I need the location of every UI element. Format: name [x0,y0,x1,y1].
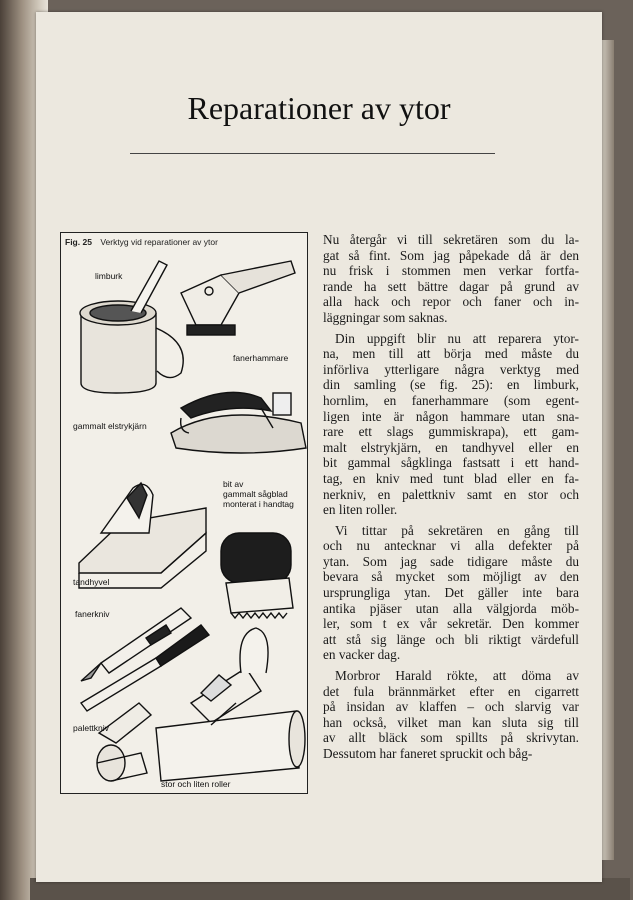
text-line: han också, vilket man kan sluta sig till [323,714,579,730]
label-elstrykjarn: gammalt elstrykjärn [73,421,147,431]
iron-drawing [171,392,306,453]
text-line: rande ha sett bättre dagar på grund av [323,278,579,294]
text-line: Vi tittar på sekretären en gång till [335,522,579,538]
tools-illustration [61,233,307,793]
figure-caption-text: Verktyg vid reparationer av ytor [100,237,218,247]
text-line: på insidan av klaffen – och slarvig var [323,699,579,715]
label-tandhyvel: tandhyvel [73,577,110,587]
paragraph-2 [323,331,579,518]
body-text [323,232,579,762]
text-line: malt elstrykjärn, en tandhyvel eller en [323,439,579,455]
label-sagblad-3: monterat i handtag [223,499,294,509]
text-line: ligen inte är någon hammare utan sna- [323,408,579,424]
toothing-plane-drawing [79,483,206,588]
label-palettkniv: palettkniv [73,723,109,733]
label-fanerkniv: fanerkniv [75,609,110,619]
text-line: nu frisk i stommen men verkar fortfa- [323,263,579,279]
text-line: bevara så mycket som möjligt av den [323,569,579,585]
text-line: Din uppgift blir nu att reparera ytor- [335,330,579,346]
text-line: ytan. Som jag sade tidigare måste du [323,553,579,569]
book-page [36,12,602,882]
text-line: bit gammal sågklinga fastsatt i ett hand- [323,455,579,471]
text-line: läggningar som saknas. [323,309,448,325]
text-line: införliva ytterligare några verktyg med [323,361,579,377]
text-line: en liten roller. [323,502,398,518]
text-line: en vacker dag. [323,647,401,663]
label-roller: stor och liten roller [161,779,231,789]
saw-blade-drawing [221,533,293,618]
text-line: alla hack och repor och faner och in- [323,294,579,310]
text-line: gat så fint. Som jag påpekade då är den [323,247,579,263]
text-line: na, men till att börja med måste du [323,346,579,362]
text-line: det fula brännmärket efter en cigarrett [323,683,579,699]
page-stack-edge [600,40,614,860]
text-line: tag, en kniv med tunt blad eller en fa- [323,470,579,486]
label-fanerhammare: fanerhammare [233,353,289,363]
page-title: Reparationer av ytor [187,90,451,126]
label-sagblad-1: bit av [223,479,244,489]
text-line: Dessutom har faneret spruckit och båg- [323,746,533,761]
text-line: ursprungliga ytan. Det gäller inte bara [323,585,579,601]
paragraph-3 [323,523,579,663]
text-line: hornlim, en fanerhammare (som egent- [323,392,579,408]
text-line: din samling (se fig. 25): en limburk, [323,377,579,393]
paragraph-4 [323,668,579,762]
paragraph-1 [323,232,579,326]
text-line: av allt bläck som spillts på skrivytan. [323,730,579,746]
text-line: rare ett slags gummiskrapa), ett gam- [323,424,579,440]
label-limburk: limburk [95,271,123,281]
figure-25 [60,232,308,794]
figure-number: Fig. 25 [65,237,92,247]
text-line: Morbror Harald rökte, att döma av [335,668,579,684]
label-sagblad-2: gammalt sågblad [223,489,288,499]
text-line: Nu återgår vi till sekretären som du la- [323,232,579,247]
figure-caption [65,237,218,247]
veneer-hammer-drawing [181,261,295,335]
text-line: ler, som t ex vår sekretär. Den kommer [323,616,579,632]
text-line: antika pjäser utan alla välgjorda möb- [323,600,579,616]
title-divider [130,153,495,154]
text-line: att stå sig länge och bli riktigt värdefull [323,631,579,647]
text-line: och nu antecknar vi alla defekter på [323,538,579,554]
text-line: nerkniv, en palettkniv samt en stor och [323,486,579,502]
